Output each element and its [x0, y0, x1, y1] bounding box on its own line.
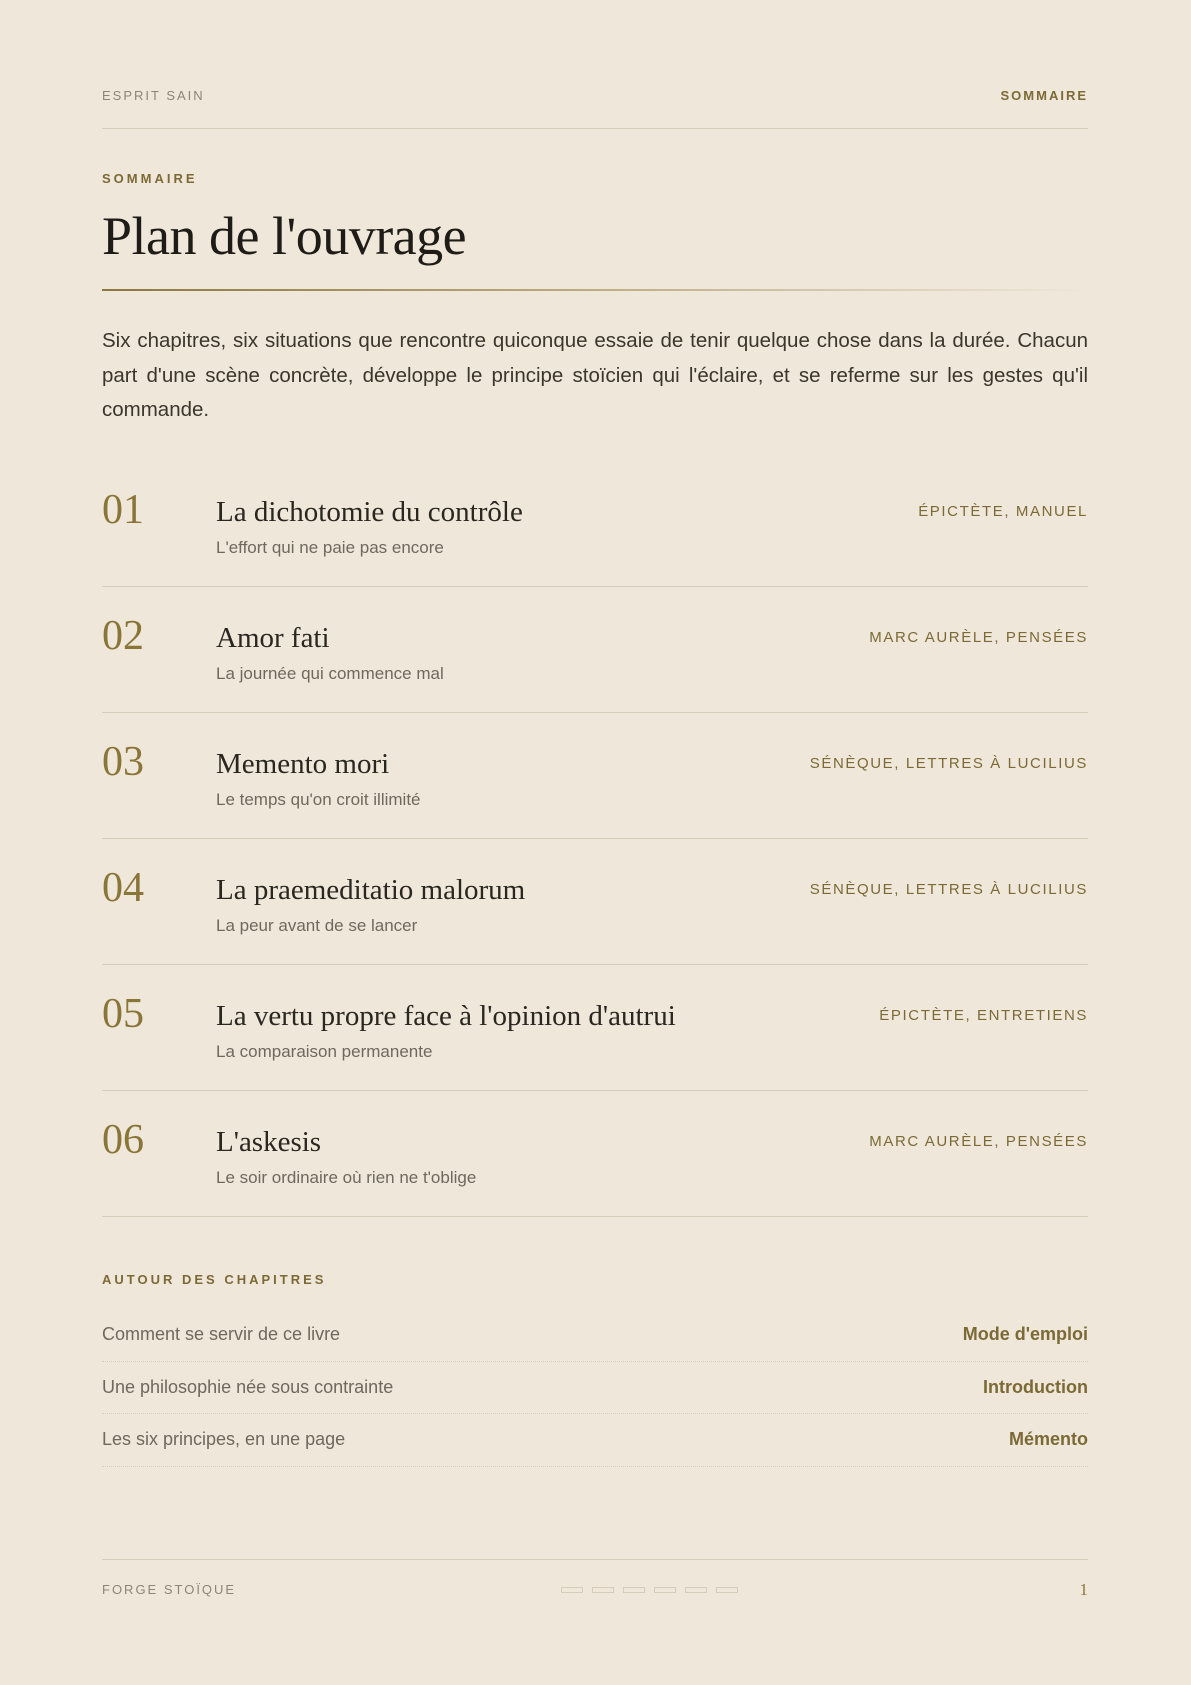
chapter-number: 01	[102, 487, 144, 533]
chapter-subtitle: Le temps qu'on croit illimité	[216, 790, 421, 809]
memento-link[interactable]: Mémento	[1008, 1429, 1088, 1450]
chapter-title[interactable]: Amor fati	[216, 622, 330, 654]
chapter-title[interactable]: Memento mori	[216, 748, 390, 780]
around-chapters-heading: AUTOUR DES CHAPITRES	[102, 1272, 327, 1287]
chapter-source: SÉNÈQUE, LETTRES À LUCILIUS	[809, 755, 1088, 772]
page-indicator-dot	[716, 1587, 738, 1593]
chapter-item[interactable]	[102, 965, 1088, 1091]
chapter-subtitle: La peur avant de se lancer	[216, 916, 418, 935]
chapter-title[interactable]: La praemeditatio malorum	[216, 874, 526, 906]
title-divider	[102, 289, 1088, 291]
page-title: Plan de l'ouvrage	[102, 206, 467, 266]
extra-label: Les six principes, en une page	[102, 1429, 346, 1450]
intro-paragraph: Six chapitres, six situations que rencontre quiconque essaie de tenir quelque chose dans la durée. Chacun part d'une scène concrète, développe le principe stoïcien qui l'éclaire, et se referme sur les gestes qu'il commande.	[102, 329, 1088, 421]
chapter-title[interactable]: La dichotomie du contrôle	[216, 496, 523, 528]
chapter-number: 04	[102, 865, 144, 911]
chapter-number: 03	[102, 739, 144, 785]
page-number: 1	[1079, 1580, 1088, 1599]
eyebrow-label: SOMMAIRE	[102, 171, 198, 186]
chapter-item[interactable]	[102, 587, 1088, 713]
chapter-subtitle: Le soir ordinaire où rien ne t'oblige	[216, 1168, 477, 1187]
list-item	[102, 1414, 1088, 1467]
page-indicator-dot	[561, 1587, 583, 1593]
extra-label: Une philosophie née sous contrainte	[102, 1376, 394, 1397]
chapter-source: MARC AURÈLE, PENSÉES	[869, 629, 1088, 646]
page-indicator-dot	[623, 1587, 645, 1593]
chapter-number: 06	[102, 1117, 144, 1163]
page-indicator-dot	[654, 1587, 676, 1593]
chapter-item[interactable]	[102, 1091, 1088, 1217]
footer-brand: FORGE STOÏQUE	[102, 1582, 237, 1597]
chapter-title[interactable]: La vertu propre face à l'opinion d'autrui	[216, 1000, 676, 1032]
chapter-subtitle: La journée qui commence mal	[216, 664, 444, 683]
chapter-source: ÉPICTÈTE, ENTRETIENS	[879, 1007, 1088, 1024]
chapter-subtitle: L'effort qui ne paie pas encore	[216, 538, 444, 557]
chapter-list	[102, 461, 1088, 1217]
chapter-number: 02	[102, 613, 144, 659]
chapter-source: ÉPICTÈTE, MANUEL	[918, 503, 1088, 520]
chapter-subtitle: La comparaison permanente	[216, 1042, 433, 1061]
list-item	[102, 1309, 1088, 1362]
chapter-item[interactable]	[102, 839, 1088, 965]
chapter-source: SÉNÈQUE, LETTRES À LUCILIUS	[809, 881, 1088, 898]
extra-label: Comment se servir de ce livre	[102, 1324, 341, 1345]
chapter-source: MARC AURÈLE, PENSÉES	[869, 1133, 1088, 1150]
section-label: SOMMAIRE	[1000, 88, 1088, 103]
footer	[102, 1559, 1088, 1600]
chapter-title[interactable]: L'askesis	[216, 1126, 322, 1158]
brand-name: ESPRIT SAIN	[102, 88, 205, 103]
around-chapters-list	[102, 1309, 1088, 1467]
page-indicator-dot	[592, 1587, 614, 1593]
page	[102, 0, 1088, 1685]
mode-emploi-link[interactable]: Mode d'emploi	[962, 1324, 1088, 1345]
page-indicator	[561, 1587, 738, 1593]
chapter-item[interactable]	[102, 461, 1088, 587]
chapter-number: 05	[102, 991, 144, 1037]
introduction-link[interactable]: Introduction	[983, 1376, 1088, 1397]
top-header	[102, 88, 1088, 129]
page-indicator-dot	[685, 1587, 707, 1593]
chapter-item[interactable]	[102, 713, 1088, 839]
list-item	[102, 1362, 1088, 1415]
